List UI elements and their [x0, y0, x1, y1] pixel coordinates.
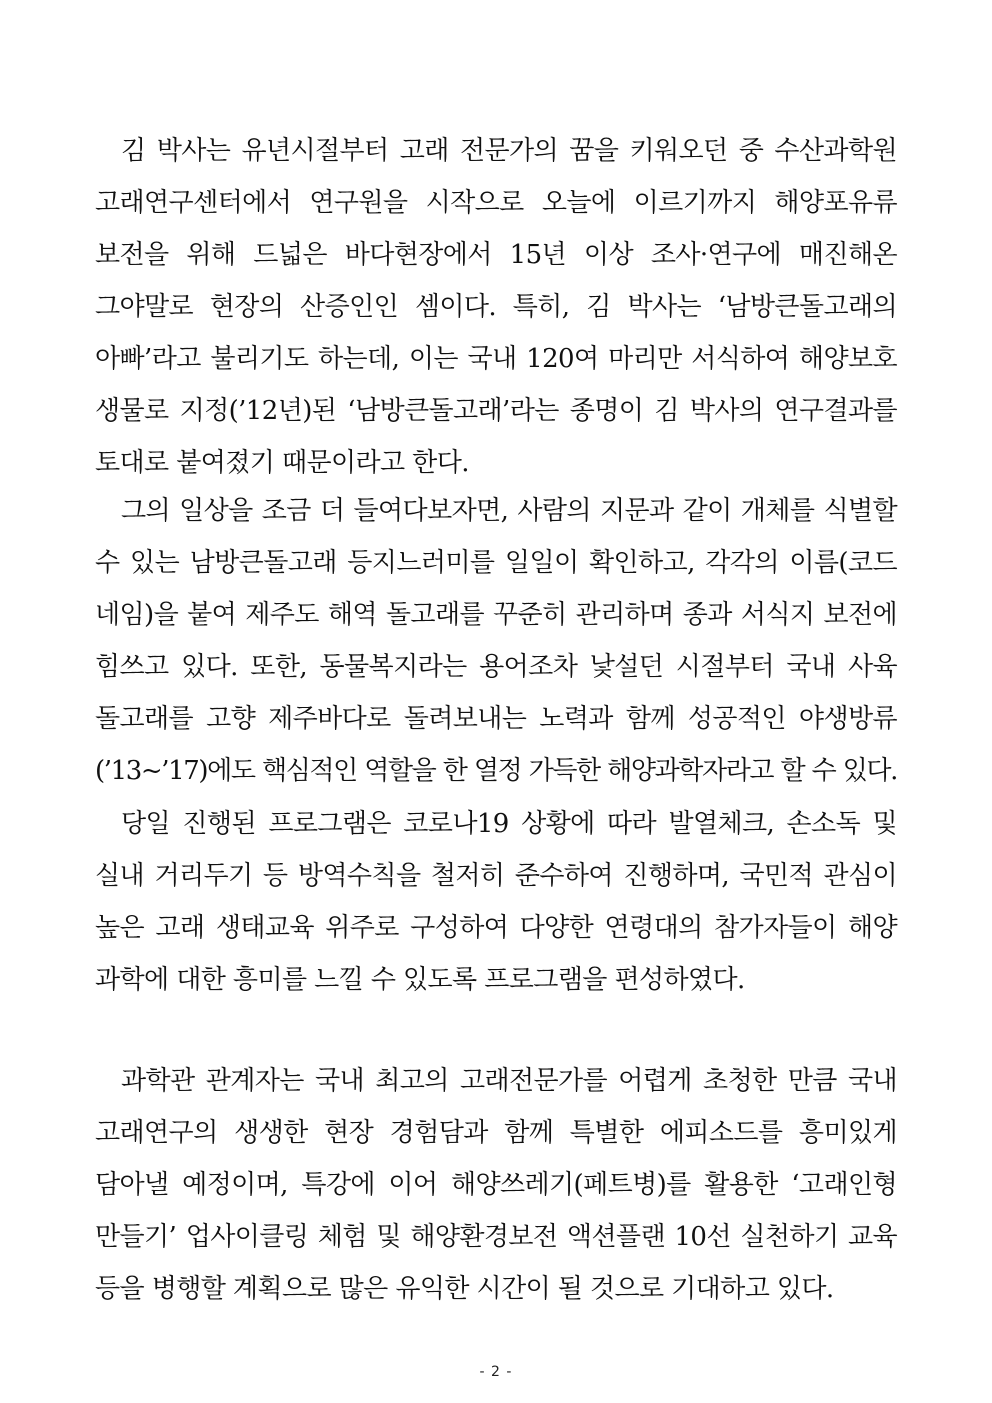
text-line: 고래연구의 생생한 현장 경험담과 함께 특별한 에피소드를 흥미있게 — [95, 1118, 897, 1148]
text-line: 힘쓰고 있다. 또한, 동물복지라는 용어조차 낯설던 시절부터 국내 사육 — [95, 652, 897, 682]
page-number: - 2 - — [479, 1364, 513, 1380]
text-line: 김 박사는 유년시절부터 고래 전문가의 꿈을 키워오던 중 수산과학원 — [121, 136, 897, 166]
paragraph-1 — [95, 125, 897, 489]
text-line: 보전을 위해 드넓은 바다현장에서 15년 이상 조사·연구에 매진해온 — [95, 240, 897, 270]
text-line: 아빠’라고 불리기도 하는데, 이는 국내 120여 마리만 서식하여 해양보호 — [95, 344, 897, 374]
paragraph-4 — [95, 1055, 897, 1315]
text-line: 고래연구센터에서 연구원을 시작으로 오늘에 이르기까지 해양포유류 — [95, 188, 897, 218]
text-line: 담아낼 예정이며, 특강에 이어 해양쓰레기(페트병)를 활용한 ‘고래인형 — [95, 1170, 897, 1200]
text-line: 만들기’ 업사이클링 체험 및 해양환경보전 액션플랜 10선 실천하기 교육 — [95, 1222, 897, 1252]
text-line: (’13~’17)에도 핵심적인 역할을 한 열정 가득한 해양과학자라고 할 수 있다. — [95, 756, 897, 786]
text-line: 과학관 관계자는 국내 최고의 고래전문가를 어렵게 초청한 만큼 국내 — [121, 1066, 897, 1096]
text-line: 그의 일상을 조금 더 들여다보자면, 사람의 지문과 같이 개체를 식별할 — [121, 496, 897, 526]
text-line: 높은 고래 생태교육 위주로 구성하여 다양한 연령대의 참가자들이 해양 — [95, 913, 897, 943]
text-line: 그야말로 현장의 산증인인 셈이다. 특히, 김 박사는 ‘남방큰돌고래의 — [95, 292, 897, 322]
text-line: 실내 거리두기 등 방역수칙을 철저히 준수하여 진행하며, 국민적 관심이 — [95, 861, 897, 891]
text-line: 당일 진행된 프로그램은 코로나19 상황에 따라 발열체크, 손소독 및 — [121, 809, 897, 839]
text-line: 네임)을 붙여 제주도 해역 돌고래를 꾸준히 관리하며 종과 서식지 보전에 — [95, 600, 897, 630]
text-line: 등을 병행할 계획으로 많은 유익한 시간이 될 것으로 기대하고 있다. — [95, 1274, 834, 1304]
paragraph-3 — [95, 798, 897, 1006]
paragraph-2 — [95, 485, 897, 797]
text-line: 토대로 붙여졌기 때문이라고 한다. — [95, 448, 469, 478]
text-line: 과학에 대한 흥미를 느낄 수 있도록 프로그램을 편성하였다. — [95, 965, 745, 995]
text-line: 수 있는 남방큰돌고래 등지느러미를 일일이 확인하고, 각각의 이름(코드 — [95, 548, 897, 578]
text-line: 생물로 지정(’12년)된 ‘남방큰돌고래’라는 종명이 김 박사의 연구결과를 — [95, 396, 897, 426]
text-line: 돌고래를 고향 제주바다로 돌려보내는 노력과 함께 성공적인 야생방류 — [95, 704, 897, 734]
